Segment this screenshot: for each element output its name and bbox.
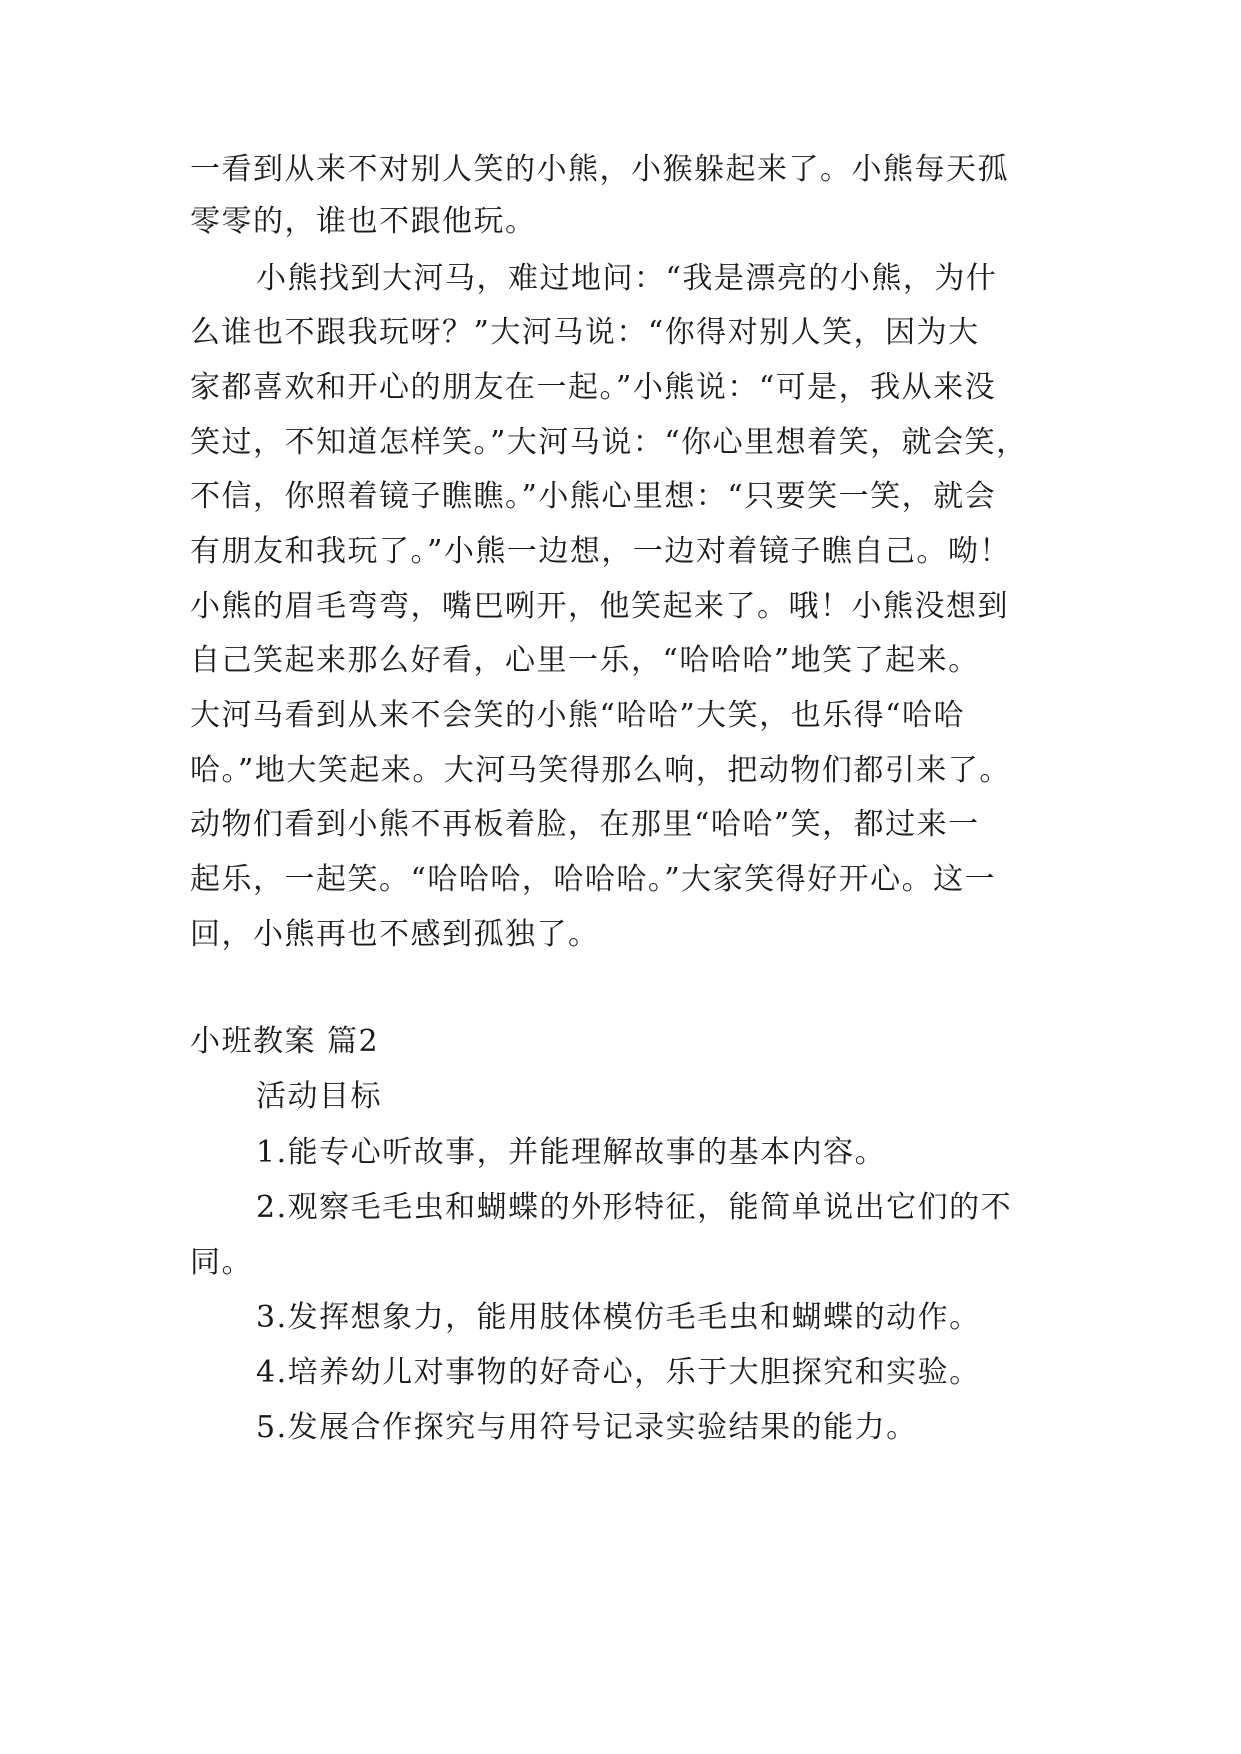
story-line-13: 动物们看到小熊不再板着脸，在那里“哈哈”笑，都过来一 bbox=[190, 807, 980, 842]
story-line-6: 笑过，不知道怎样笑。”大河马说：“你心里想着笑，就会笑， bbox=[190, 425, 1028, 460]
story-line-5: 家都喜欢和开心的朋友在一起。”小熊说：“可是，我从来没 bbox=[190, 370, 997, 405]
story-line-12: 哈。”地大笑起来。大河马笑得那么响，把动物们都引来了。 bbox=[190, 753, 1011, 788]
goal-item-4: 4.培养幼儿对事物的好奇心，乐于大胆探究和实验。 bbox=[256, 1355, 981, 1390]
section-title: 小班教案 篇2 bbox=[190, 1024, 380, 1059]
goal-item-5: 5.发展合作探究与用符号记录实验结果的能力。 bbox=[256, 1410, 918, 1445]
story-line-2: 零零的，谁也不跟他玩。 bbox=[190, 204, 537, 239]
goal-item-1: 1.能专心听故事，并能理解故事的基本内容。 bbox=[256, 1135, 887, 1170]
story-line-14: 起乐，一起笑。“哈哈哈，哈哈哈。”大家笑得好开心。这一 bbox=[190, 862, 997, 897]
story-line-4: 么谁也不跟我玩呀？”大河马说：“你得对别人笑，因为大 bbox=[190, 315, 980, 350]
story-line-11: 大河马看到从来不会笑的小熊“哈哈”大笑，也乐得“哈哈 bbox=[190, 698, 966, 733]
story-line-9: 小熊的眉毛弯弯，嘴巴咧开，他笑起来了。哦！小熊没想到 bbox=[190, 589, 1009, 624]
story-line-10: 自己笑起来那么好看，心里一乐，“哈哈哈”地笑了起来。 bbox=[190, 643, 980, 678]
story-line-7: 不信，你照着镜子瞧瞧。”小熊心里想：“只要笑一笑，就会 bbox=[190, 479, 997, 514]
story-line-3: 小熊找到大河马，难过地问：“我是漂亮的小熊，为什 bbox=[256, 261, 998, 296]
section-subheading: 活动目标 bbox=[256, 1079, 382, 1114]
goal-item-3: 3.发挥想象力，能用肢体模仿毛毛虫和蝴蝶的动作。 bbox=[256, 1300, 981, 1335]
story-line-15: 回，小熊再也不感到孤独了。 bbox=[190, 917, 600, 952]
story-line-8: 有朋友和我玩了。”小熊一边想，一边对着镜子瞧自己。呦！ bbox=[190, 534, 1011, 569]
goal-item-2: 2.观察毛毛虫和蝴蝶的外形特征，能简单说出它们的不 bbox=[256, 1190, 1013, 1225]
goal-item-2-continued: 同。 bbox=[190, 1245, 253, 1280]
story-line-1: 一看到从来不对别人笑的小熊，小猴躲起来了。小熊每天孤 bbox=[190, 152, 1009, 187]
